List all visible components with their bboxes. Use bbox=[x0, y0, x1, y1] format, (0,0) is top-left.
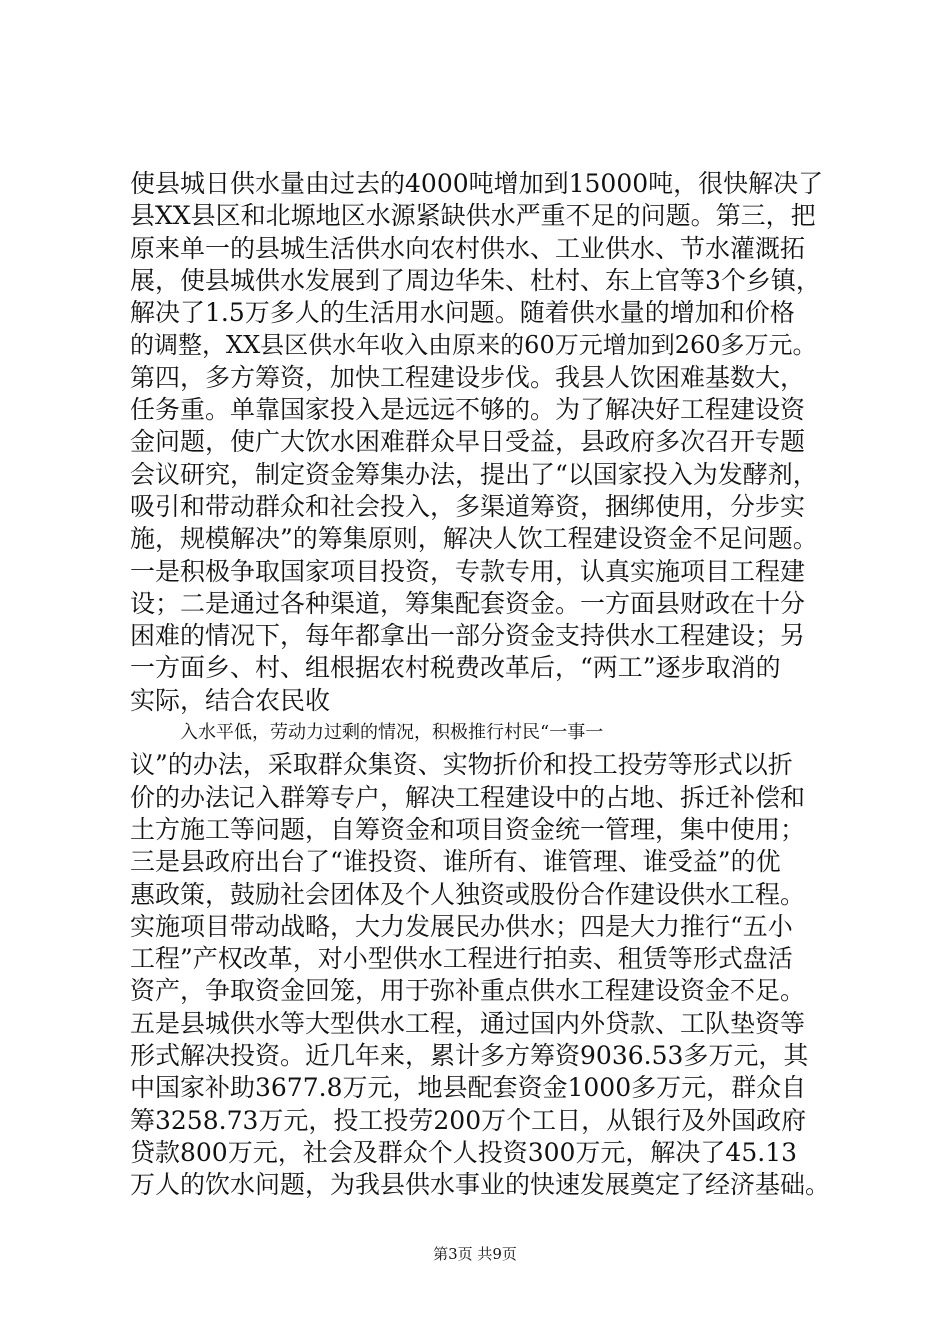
text-line-10: 会议研究，制定资金筹集办法，提出了“以国家投入为发酵剂， bbox=[130, 459, 818, 489]
text-line-31: 贷款800万元，社会及群众个人投资300万元，解决了45.13 bbox=[130, 1137, 798, 1167]
text-line-29: 中国家补助3677.8万元，地县配套资金1000多万元，群众自 bbox=[130, 1073, 807, 1103]
text-line-17: 实际，结合农民收 bbox=[130, 685, 331, 715]
text-line-25: 工程”产权改革，对小型供水工程进行拍卖、租赁等形式盘活 bbox=[130, 944, 793, 974]
text-line-27: 五是县城供水等大型供水工程，通过国内外贷款、工队垫资等 bbox=[130, 1008, 806, 1038]
text-line-21: 土方施工等问题，自筹资金和项目资金统一管理，集中使用； bbox=[130, 814, 806, 844]
text-line-18: 入水平低，劳动力过剩的情况，积极推行村民“一事一 bbox=[180, 722, 604, 744]
text-line-32: 万人的饮水问题，为我县供水事业的快速发展奠定了经济基础。 bbox=[130, 1170, 831, 1200]
text-line-28: 形式解决投资。近几年来，累计多方筹资9036.53多万元，其 bbox=[130, 1041, 809, 1071]
text-line-6: 的调整，XX县区供水年收入由原来的60万元增加到260多万元。 bbox=[130, 331, 817, 360]
text-line-26: 资产，争取资金回笼，用于弥补重点供水工程建设资金不足。 bbox=[130, 976, 806, 1006]
text-line-3: 原来单一的县城生活供水向农村供水、工业供水、节水灌溉拓 bbox=[130, 233, 806, 263]
text-line-9: 金问题，使广大饮水困难群众早日受益，县政府多次召开专题 bbox=[130, 427, 806, 457]
text-line-23: 惠政策，鼓励社会团体及个人独资或股份合作建设供水工程。 bbox=[130, 879, 806, 909]
text-line-24: 实施项目带动战略，大力发展民办供水；四是大力推行“五小 bbox=[130, 911, 793, 941]
page-number-label: 第3页 共9页 bbox=[433, 1245, 517, 1263]
text-line-16: 一方面乡、村、组根据农村税费改革后，“两工”逐步取消的 bbox=[130, 653, 781, 683]
text-line-15: 困难的情况下，每年都拿出一部分资金支持供水工程建设；另 bbox=[130, 621, 806, 651]
text-line-20: 价的办法记入群筹专户，解决工程建设中的占地、拆迁补偿和 bbox=[130, 782, 806, 812]
text-line-2: 县XX县区和北塬地区水源紧缺供水严重不足的问题。第三，把 bbox=[130, 201, 816, 231]
page-footer bbox=[0, 1244, 950, 1264]
text-line-13: 一是积极争取国家项目投资，专款专用，认真实施项目工程建 bbox=[130, 556, 806, 586]
text-line-5: 解决了1.5万多人的生活用水问题。随着供水量的增加和价格 bbox=[130, 298, 795, 328]
text-line-30: 筹3258.73万元，投工投劳200万个工日，从银行及外国政府 bbox=[130, 1105, 807, 1135]
text-line-1: 使县城日供水量由过去的4000吨增加到15000吨，很快解决了 bbox=[130, 169, 824, 198]
text-line-11: 吸引和带动群众和社会投入，多渠道筹资，捆绑使用，分步实 bbox=[130, 491, 806, 521]
text-line-4: 展，使县城供水发展到了周边华朱、杜村、东上官等3个乡镇， bbox=[130, 265, 821, 295]
text-line-12: 施，规模解决”的筹集原则，解决人饮工程建设资金不足问题。 bbox=[130, 524, 818, 554]
text-line-19: 议”的办法，采取群众集资、实物折价和投工投劳等形式以折 bbox=[130, 750, 793, 780]
text-line-7: 第四，多方筹资，加快工程建设步伐。我县人饮困难基数大， bbox=[130, 362, 806, 392]
text-line-22: 三是县政府出台了“谁投资、谁所有、谁管理、谁受益”的优 bbox=[130, 847, 781, 877]
text-line-8: 任务重。单靠国家投入是远远不够的。为了解决好工程建设资 bbox=[130, 395, 806, 425]
body-text bbox=[130, 168, 830, 1202]
text-line-14: 设；二是通过各种渠道，筹集配套资金。一方面县财政在十分 bbox=[130, 588, 806, 618]
